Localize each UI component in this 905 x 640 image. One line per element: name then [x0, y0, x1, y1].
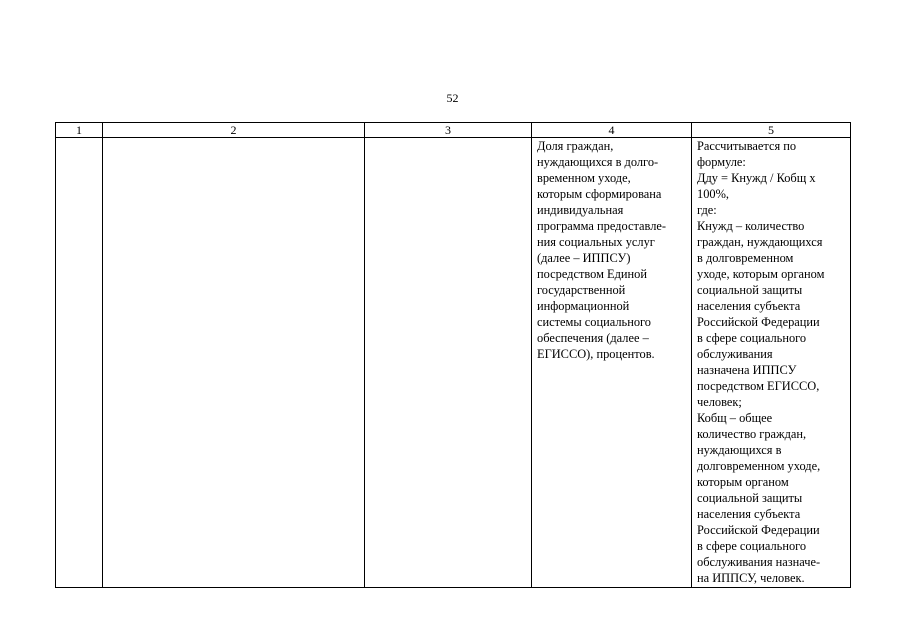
cell-col2: [103, 138, 365, 588]
table-row: [56, 138, 851, 588]
cell-col3: [365, 138, 532, 588]
page-number: 52: [446, 91, 459, 105]
calculation-method-line: Кнужд – количество: [697, 219, 805, 233]
indicator-name-line: которым сформирована: [537, 187, 662, 201]
calculation-method-line: обслуживания назначе-: [697, 555, 821, 569]
calculation-method-line: формуле:: [697, 155, 746, 169]
indicator-name-line: системы социального: [537, 315, 652, 329]
calculation-method-line: Российской Федерации: [697, 315, 820, 329]
calculation-method-line: посредством ЕГИССО,: [697, 379, 820, 393]
calculation-method-line: 100%,: [697, 187, 730, 201]
calculation-method-line: Российской Федерации: [697, 523, 820, 537]
header-cell-2: 2: [103, 123, 365, 138]
calculation-method-line: человек;: [697, 395, 742, 409]
calculation-method-line: социальной защиты: [697, 491, 803, 505]
calculation-method-line: долговременном уходе,: [697, 459, 821, 473]
calculation-method-line: на ИППСУ, человек.: [697, 571, 805, 585]
indicator-name-line: информационной: [537, 299, 630, 313]
indicator-name-line: индивидуальная: [537, 203, 624, 217]
calculation-method-line: в долговременном: [697, 251, 794, 265]
table-header-row: [56, 123, 851, 138]
header-cell-3: 3: [365, 123, 532, 138]
indicator-name-text: [537, 138, 691, 362]
calculation-method-text: [697, 138, 850, 586]
indicator-name-line: временном уходе,: [537, 171, 631, 185]
cell-col1: [56, 138, 103, 588]
calculation-method-line: в сфере социального: [697, 331, 807, 345]
indicator-name-line: нуждающихся в долго-: [537, 155, 659, 169]
calculation-method-line: социальной защиты: [697, 283, 803, 297]
cell-indicator-name: [532, 138, 692, 588]
indicator-name-line: государственной: [537, 283, 626, 297]
calculation-method-line: населения субъекта: [697, 299, 801, 313]
calculation-method-line: населения субъекта: [697, 507, 801, 521]
calculation-method-line: нуждающихся в: [697, 443, 782, 457]
calculation-method-line: Дду = Кнужд / Кобщ х: [697, 171, 816, 185]
calculation-method-line: количество граждан,: [697, 427, 807, 441]
calculation-method-line: которым органом: [697, 475, 789, 489]
indicator-name-line: ния социальных услуг: [537, 235, 655, 249]
indicator-table: [55, 122, 851, 588]
calculation-method-line: в сфере социального: [697, 539, 807, 553]
calculation-method-line: обслуживания: [697, 347, 773, 361]
calculation-method-line: назначена ИППСУ: [697, 363, 797, 377]
indicator-name-line: (далее – ИППСУ): [537, 251, 631, 265]
header-cell-5: 5: [692, 123, 851, 138]
indicator-name-line: Доля граждан,: [537, 139, 614, 153]
indicator-name-line: программа предоставле-: [537, 219, 667, 233]
indicator-name-line: обеспечения (далее –: [537, 331, 649, 345]
calculation-method-line: где:: [697, 203, 717, 217]
calculation-method-line: Рассчитывается по: [697, 139, 797, 153]
calculation-method-line: граждан, нуждающихся: [697, 235, 823, 249]
indicator-name-line: посредством Единой: [537, 267, 648, 281]
header-cell-4: 4: [532, 123, 692, 138]
calculation-method-line: Кобщ – общее: [697, 411, 773, 425]
calculation-method-line: уходе, которым органом: [697, 267, 825, 281]
indicator-name-line: ЕГИССО), процентов.: [537, 347, 655, 361]
cell-calculation-method: [692, 138, 851, 588]
header-cell-1: 1: [56, 123, 103, 138]
